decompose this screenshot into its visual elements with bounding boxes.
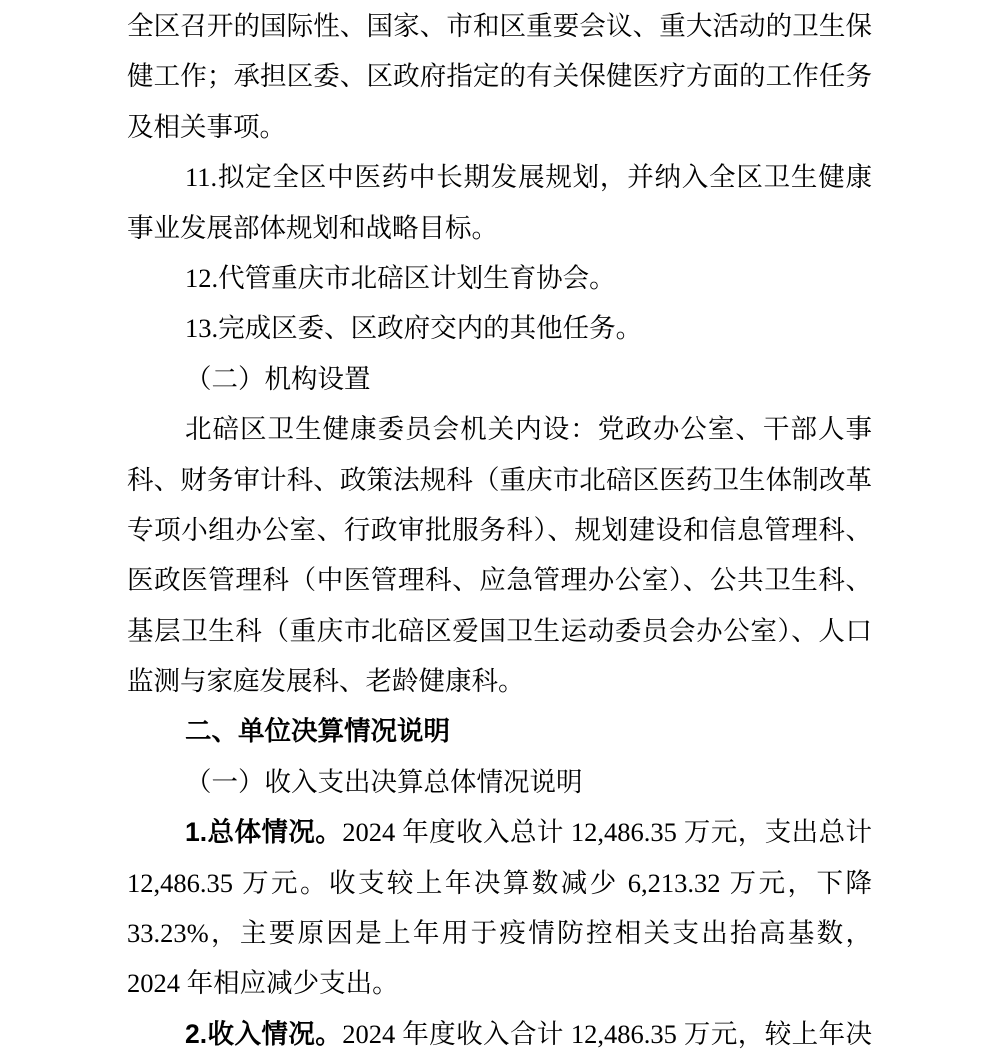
body-text-line: 及相关事项。 [127,111,286,142]
subsection-heading-line: （二）机构设置 [185,363,371,394]
body-text-line: 基层卫生科（重庆市北碚区爱国卫生运动委员会办公室）、人口 [127,615,872,646]
body-text-line: 11.拟定全区中医药中长期发展规划，并纳入全区卫生健康 [185,162,872,193]
body-text-line: 科、财务审计科、政策法规科（重庆市北碚区医药卫生体制改革 [127,464,872,495]
subsection-heading-line: （一）收入支出决算总体情况说明 [185,766,583,797]
body-text-line [127,1009,872,1059]
body-text-line: 2024 年相应减少支出。 [127,968,399,999]
bold-run: 1.总体情况。 [185,817,343,848]
body-text-line: 健工作；承担区委、区政府指定的有关保健医疗方面的工作任务 [127,61,872,92]
body-text-line: 事业发展部体规划和战略目标。 [127,212,498,243]
text-run: 2024 年度收入合计 12,486.35 万元，较上年决 [342,1018,873,1049]
body-text-line: 13.完成区委、区政府交内的其他任务。 [185,313,643,344]
body-text-line: 12,486.35 万元。收支较上年决算数减少 6,213.32 万元，下降 [127,867,872,898]
body-text-line: 全区召开的国际性、国家、市和区重要会议、重大活动的卫生保 [127,11,872,41]
body-text-line: 12.代管重庆市北碚区计划生育协会。 [185,262,616,293]
text-run: 2024 年度收入总计 12,486.35 万元，支出总计 [342,817,873,848]
body-text-line: 监测与家庭发展科、老龄健康科。 [127,666,525,697]
body-text-line: 专项小组办公室、行政审批服务科）、规划建设和信息管理科、 [127,514,872,545]
section-heading-line: 二、单位决算情况说明 [185,716,450,747]
body-text-line: 北碚区卫生健康委员会机关内设：党政办公室、干部人事 [185,414,872,445]
body-text-line: 医政医管理科（中医管理科、应急管理办公室）、公共卫生科、 [127,565,872,596]
bold-run: 2.收入情况。 [185,1018,343,1049]
body-text-line [127,807,872,857]
body-text-line: 33.23%，主要原因是上年用于疫情防控相关支出抬高基数， [127,918,872,949]
